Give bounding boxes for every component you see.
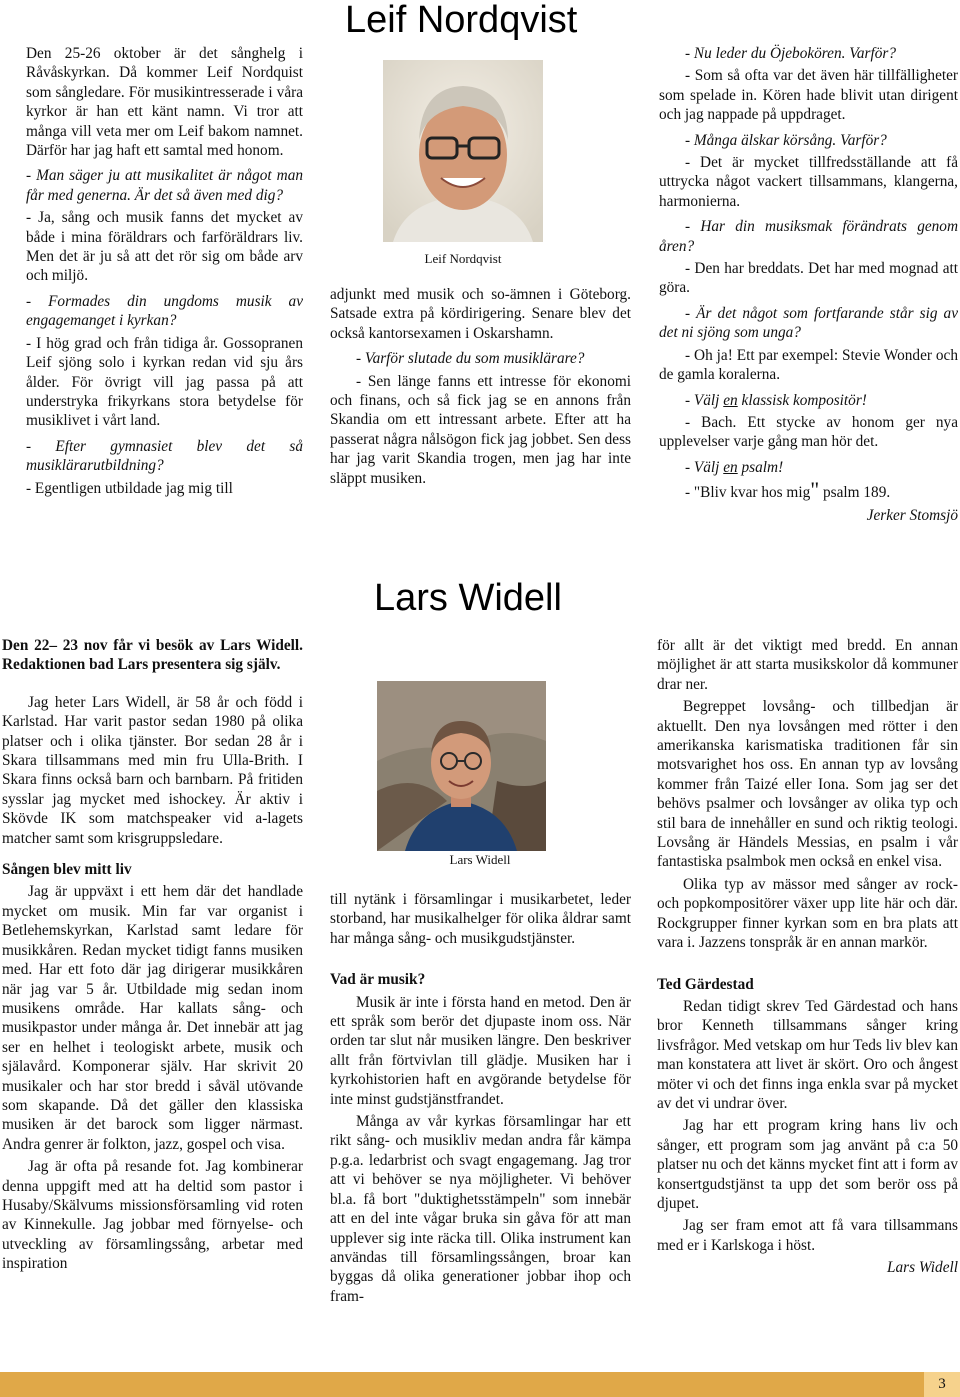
- section-heading: Ted Gärdestad: [657, 975, 754, 993]
- answer: - Ja, sång och musik fanns det mycket av både i mina föräldrars och farföräldrars liv. Men det är ju så att det rör sig om både arv och miljö.: [26, 209, 303, 285]
- paragraph: Jag är ofta på resande fot. Jag kombinerar denna uppgift med att ha deltid som pastor i Husaby/Skälvums missionsförsamling vid roten av Kinnekulle. Jag jobbar med förnyelse- och utveckling av församlingssång, arbetar med inspiration: [2, 1158, 303, 1273]
- paragraph: Jag ser fram emot att få vara tillsammans med er i Karlskoga i höst.: [657, 1217, 958, 1254]
- signature: Lars Widell: [887, 1259, 958, 1277]
- question: - Är det något som fortfarande står sig av det ni sjöng som unga?: [659, 304, 958, 342]
- paragraph: Olika typ av mässor med sånger av rock- och popkompositörer växer upp lite här och där. Rockgrupper finner kyrkan som en bra plats att vara i. Jazzens tonspråk är en annan markör.: [657, 875, 958, 952]
- answer: - I hög grad och från tidiga år. Gossopranen Leif sjöng solo i kyrkan redan vid sju års ålder. För övrigt vill jag passa på att understryka frikyrkans stora betydelse för musiklivet i vårt land.: [26, 334, 303, 430]
- question: - Nu leder du Öjebokören. Varför?: [685, 45, 897, 62]
- article2-column-1: [2, 636, 303, 1274]
- article1-column-3: [659, 44, 958, 525]
- answer: - Den har breddats. Det har med mognad att göra.: [659, 260, 958, 297]
- intro-paragraph: Den 22– 23 nov får vi besök av Lars Widell. Redaktionen bad Lars presentera sig själv.: [2, 637, 303, 674]
- answer: - Som så ofta var det även här tillfälligheter som spelade in. Kören hade blivit utan dirigent och jag nappade på uppdraget.: [659, 67, 958, 124]
- paragraph: adjunkt med musik och so-ämnen i Göteborg. Satsade extra på kördirigering. Senare blev det också kantorsexamen i Oskarshamn.: [330, 286, 631, 342]
- answer: [659, 477, 958, 503]
- answer: - Sen länge fanns ett intresse för ekonomi och finans, och så fick jag se en annons från Skandia om ett intressant arbete. Efter att ha passerat några nålsögon fick jag jobbet. Sen dess har jag varit Skandia trogen, men jag har inte släppt musiken.: [330, 372, 631, 487]
- article-title-leif: Leif Nordqvist: [345, 0, 578, 41]
- paragraph: för allt är det viktigt med bredd. En annan möjlighet är att starta musikskolor då kommuner drar ner.: [657, 637, 958, 693]
- paragraph: Jag heter Lars Widell, är 58 år och född i Karlstad. Har varit pastor sedan 1980 på olika platser och i olika tjänster. Bor sedan 28 år i Skara tillsammans med min fru Ulla-Brith. I Skara finns också barn och barnbarn. På fritiden sysslar jag mycket med ishockey. Är aktiv i Skövde IK som matchspeaker vid a-lagets matcher samt som krisgruppsledare.: [2, 693, 303, 847]
- section-heading: Vad är musik?: [330, 971, 426, 989]
- question: [659, 458, 958, 477]
- portrait-image: [377, 681, 546, 851]
- photo-caption-lars: Lars Widell: [449, 852, 511, 867]
- section-heading: Sången blev mitt liv: [2, 861, 132, 879]
- paragraph: Begreppet lovsång- och tillbedjan är aktuellt. Den nya lovsången med rötter i den amerikanska karismatiska traditionen får sin motsvarighet hos oss. En annan typ av lovsång kommer från Taizé eller Iona. Som jag ser det behövs psalmer och lovsånger av olika typ och stil bara de innehåller en sund och riktig teologi. Lovsång är Händels Messias, en psalm i vår fantastiska psalmbok men också en enkel visa.: [657, 698, 958, 871]
- photo-leif-nordqvist: [383, 60, 543, 242]
- question: - Man säger ju att musikalitet är något man får med generna. Är det så även med dig?: [26, 167, 303, 204]
- question-text: psalm!: [737, 458, 784, 476]
- answer-text: psalm 189.: [819, 484, 891, 502]
- question-text: klassisk kompositör!: [737, 391, 867, 409]
- paragraph: Jag har ett program kring hans liv och sånger, ett program som jag använt på c:a 50 platser nu och det känns mycket fint att i form av konsertgudstjänst ta upp det som berör oss på djupet.: [657, 1117, 958, 1212]
- answer: - Bach. Ett stycke av honom ger nya upplevelser varje gång man hör det.: [659, 413, 958, 451]
- page-number: 3: [924, 1372, 960, 1397]
- question: - Efter gymnasiet blev det så musiklärarutbildning?: [26, 437, 303, 475]
- paragraph: Jag är uppväxt i ett hem där det handlade mycket om musik. Min far var organist i Betlehemskyrkan, Karlstad samt ledare för musikkåren. Redan mycket tidigt fanns musiken med. Har ett foto där jag dirigerar musikkåren när jag var 5 år. Utbildade mig sedan inom musikens område. Har kallats sång- och musikpastor under många år. Det innebär att jag ser en helhet i teologiskt arbete, musik och själavård. Komponerar själv. Har skrivit 20 musikaler och har stor bredd i såväl utövande som skapande. Då det gäller den klassiska musiken är det barock som ligger närmast. Andra genrer är folkton, jazz, gospel och visa.: [2, 883, 303, 1153]
- quote-mark: ": [810, 477, 820, 503]
- signature: Jerker Stomsjö: [866, 506, 958, 524]
- question-text: - Välj: [685, 458, 724, 476]
- article1-column-1: [26, 44, 303, 498]
- paragraph: Den 25-26 oktober är det sånghelg i Råvåskyrkan. Då kommer Leif Nordquist som sångledare. För musikintresserade i våra kyrkor är han ett känt namn. Vi tror att många vill veta mer om Leif bakom namnet. Därför har jag haft ett samtal med honom.: [26, 45, 303, 160]
- underlined-word: en: [723, 391, 738, 409]
- question: [659, 391, 958, 410]
- article2-column-2: [330, 890, 631, 1306]
- question: - Många älskar körsång. Varför?: [685, 131, 887, 149]
- answer: - Oh ja! Ett par exempel: Stevie Wonder och de gamla koralerna.: [659, 346, 958, 384]
- article-title-lars: Lars Widell: [374, 577, 562, 619]
- question-text: - Välj: [685, 391, 724, 409]
- paragraph: Redan tidigt skrev Ted Gärdestad och hans bror Kenneth tillsammans sånger kring livsfrågor. Med vetskap om hur Teds liv blev kan man konstatera att livet är skört. Oro och ångest möter vi och det finns inga enkla svar på mycket av det vi undrar över.: [657, 997, 958, 1112]
- question: - Har din musiksmak förändrats genom åren?: [659, 218, 958, 255]
- paragraph: till nytänk i församlingar i musikarbetet, leder storband, har musikalhelger för olika åldrar samt har många sång- och musikgudstjänster.: [330, 891, 631, 947]
- portrait-image: [383, 60, 543, 242]
- article1-column-2: [330, 285, 631, 488]
- page-footer: [0, 1368, 960, 1397]
- question: - Formades din ungdoms musik av engagemanget i kyrkan?: [26, 292, 303, 330]
- underlined-word: en: [723, 458, 738, 476]
- photo-caption-leif: Leif Nordqvist: [424, 251, 502, 266]
- answer: - Egentligen utbildade jag mig till: [26, 479, 233, 497]
- footer-bar: [0, 1372, 960, 1397]
- photo-lars-widell: [377, 681, 546, 851]
- question: - Varför slutade du som musiklärare?: [356, 350, 585, 368]
- answer: - Det är mycket tillfredsställande att få uttrycka något vackert tillsammans, klangerna, harmonierna.: [659, 154, 958, 210]
- paragraph: Musik är inte i första hand en metod. Den är ett språk som berör det djupaste inom oss. När orden tar slut når musiken längre. Den beskriver allt från förtvivlan till glädje. Musiken har i kyrkohistorien haft en avgörande betydelse för inte minst gudstjänstfrandet.: [330, 993, 631, 1108]
- paragraph: Många av vår kyrkas församlingar har ett rikt sång- och musikliv medan andra får kämpa p.g.a. ledarbrist och svagt engagemang. Jag tror att vi behöver se nya möjligheter. Vi behöver bl.a. få bort "duktighetsstämpeln" som innebär att en del inte vågar bruka sin gåva för att man upplever sig inte räcka till. Olika instrument kan användas till församlingssången, broar kan byggas då olika generationer jobbar ihop och fram-: [330, 1113, 631, 1305]
- article2-column-3: [657, 636, 958, 1278]
- answer-text: - "Bliv kvar hos mig: [685, 484, 811, 502]
